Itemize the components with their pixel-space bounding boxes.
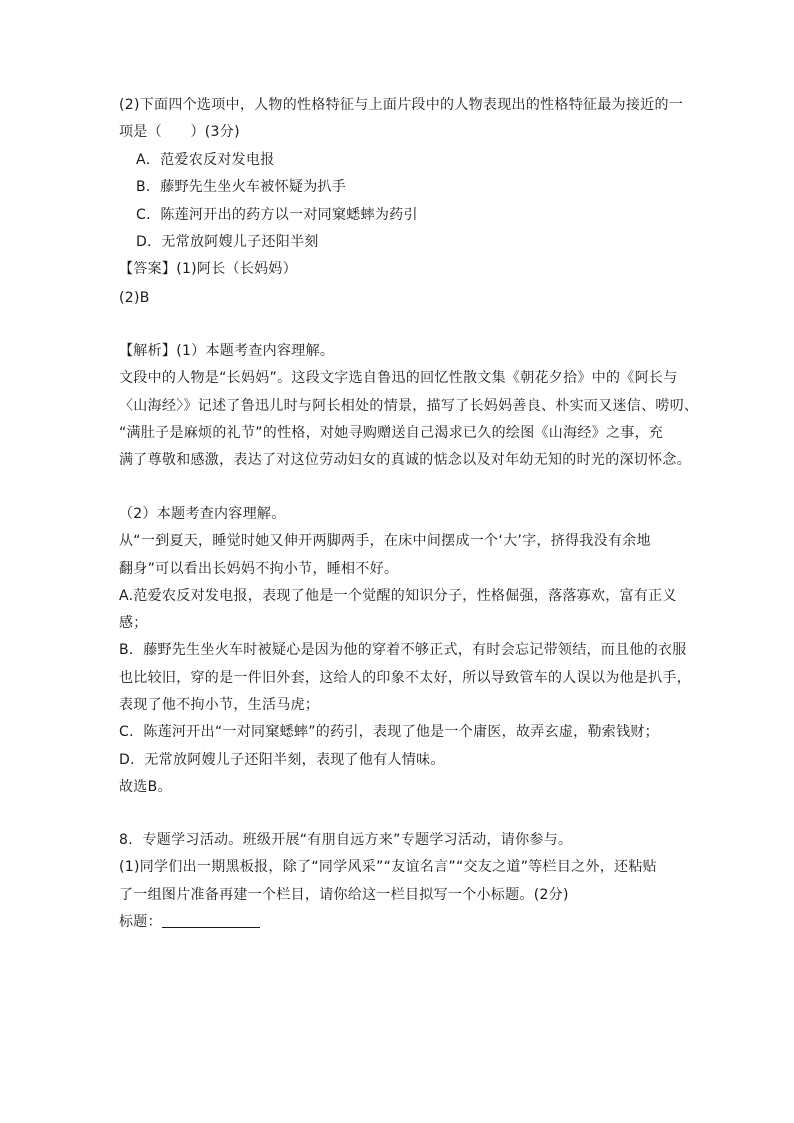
analysis-p1-line2: 〈山海经〉》记述了鲁迅儿时与阿长相处的情景，描写了长妈妈善良、朴实而又迷信、唠叨、 <box>119 398 699 414</box>
analysis-heading: 【解析】(1）本题考查内容理解。 <box>119 343 335 359</box>
analysis-option-b-line1: B．藤野先生坐火车时被疑心是因为他的穿着不够正式，有时会忘记带领结，而且他的衣服 <box>119 642 687 658</box>
analysis-2-heading: （2）本题考查内容理解。 <box>119 506 286 522</box>
analysis-option-b-line2: 也比较旧，穿的是一件旧外套，这给人的印象不太好，所以导致管车的人误以为他是扒手， <box>119 670 691 686</box>
answer-line1: 【答案】(1)阿长（长妈妈） <box>119 261 298 277</box>
option-d: D．无常放阿嫂儿子还阳半刻 <box>136 234 319 250</box>
analysis-option-d: D．无常放阿嫂儿子还阳半刻，表现了他有人情味。 <box>119 752 445 768</box>
option-b: B．藤野先生坐火车被怀疑为扒手 <box>136 179 347 195</box>
analysis-p1-line1: 文段中的人物是“长妈妈”。这段文字选自鲁迅的回忆性散文集《朝花夕拾》中的《阿长与 <box>119 370 678 386</box>
option-c: C．陈莲河开出的药方以一对同窠蟋蟀为药引 <box>136 207 418 223</box>
title-answer-row <box>119 913 260 931</box>
answer-line2: (2)B <box>119 290 150 306</box>
analysis-option-a-line2: 感； <box>119 615 148 631</box>
analysis-conclusion: 故选B。 <box>119 779 172 795</box>
analysis-2-line1: 从“一到夏天，睡觉时她又伸开两脚两手，在床中间摆成一个‘大’字，挤得我没有余地 <box>119 533 651 549</box>
title-answer-blank[interactable] <box>162 913 260 928</box>
title-label: 标题： <box>119 914 162 930</box>
question-8-stem: 8．专题学习活动。班级开展“有朋自远方来”专题学习活动，请你参与。 <box>119 832 573 848</box>
analysis-p1-line4: 满了尊敬和感激，表达了对这位劳动妇女的真诚的惦念以及对年幼无知的时光的深切怀念。 <box>119 452 691 468</box>
question-2-stem-line2: 项是（ ）(3分) <box>119 124 240 140</box>
question-8-1-line2: 了一组图片准备再建一个栏目，请你给这一栏目拟写一个小标题。(2分) <box>119 887 569 903</box>
option-a: A．范爱农反对发电报 <box>136 152 275 168</box>
analysis-p1-line3: “满肚子是麻烦的礼节”的性格，对她寻购赠送自己渴求已久的绘图《山海经》之事，充 <box>119 425 664 441</box>
question-8-1-line1: (1)同学们出一期黑板报，除了“同学风采”“友谊名言”“交友之道”等栏目之外，还粘贴 <box>119 859 657 875</box>
analysis-option-c: C．陈莲河开出“一对同窠蟋蟀”的药引，表现了他是一个庸医，故弄玄虚，勒索钱财； <box>119 724 659 740</box>
analysis-option-b-line3: 表现了他不拘小节，生活马虎； <box>119 697 320 713</box>
analysis-2-line2: 翻身”可以看出长妈妈不拘小节，睡相不好。 <box>119 561 399 577</box>
question-2-stem-line1: (2)下面四个选项中，人物的性格特征与上面片段中的人物表现出的性格特征最为接近的一 <box>119 97 684 113</box>
analysis-option-a-line1: A.范爱农反对发电报，表现了他是一个觉醒的知识分子，性格倔强，落落寡欢，富有正义 <box>119 588 677 604</box>
